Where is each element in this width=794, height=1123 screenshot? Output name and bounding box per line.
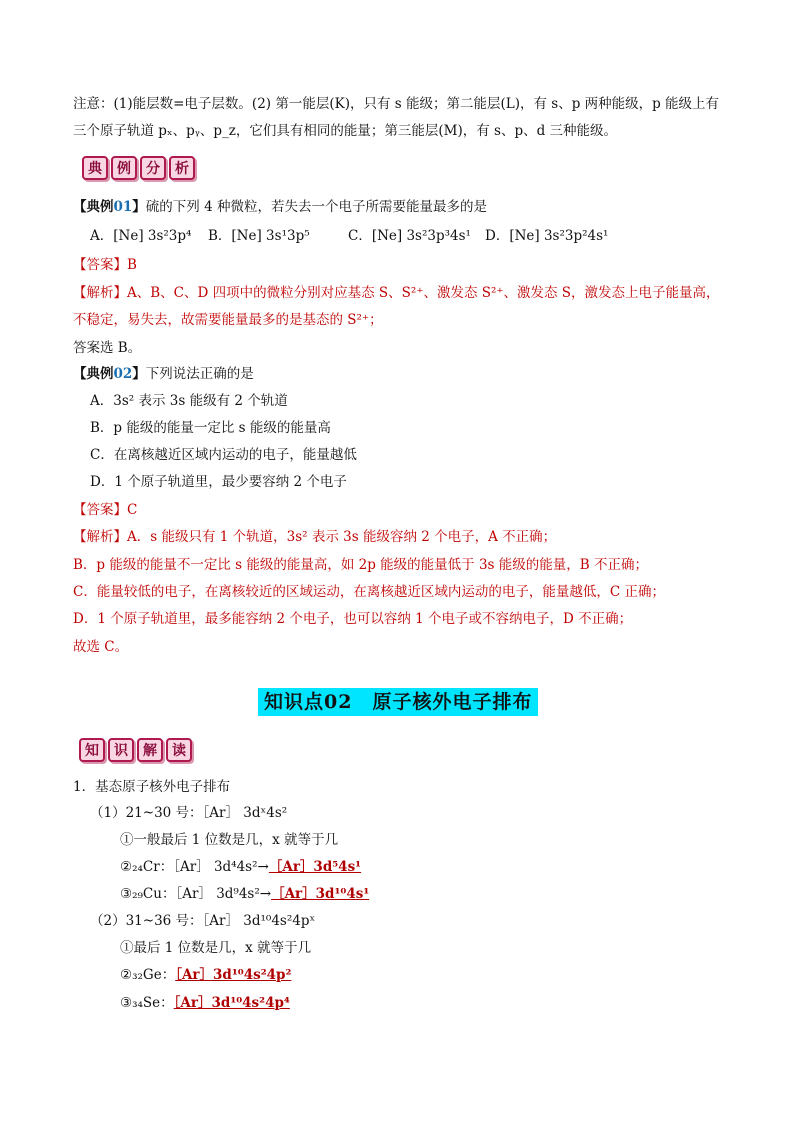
analysis-line-1 xyxy=(73,527,556,547)
example-tag-open: 【典例 xyxy=(73,199,114,215)
example-01-question xyxy=(73,197,487,217)
rule-1c xyxy=(120,884,369,904)
conclusion: 故选 C。 xyxy=(73,639,129,655)
option-b: B．p 能级的能量一定比 s 能级的能量高 xyxy=(90,420,331,436)
rule-prefix: ②₂₄Cr：［Ar］ 3d⁴4s²→ xyxy=(120,859,269,875)
banner-char: 例 xyxy=(111,156,137,180)
answer-tag: 【答案】 xyxy=(73,502,127,518)
analysis-line-2: 不稳定，易失去，故需要能量最多的是基态的 S²⁺； xyxy=(73,312,383,328)
answer-config: ［Ar］3d¹⁰4s¹ xyxy=(271,886,370,902)
option-d: D．[Ne] 3s²3p²4s¹ xyxy=(485,228,609,244)
rule-prefix: ②₃₂Ge： xyxy=(120,967,176,983)
answer-line xyxy=(73,255,137,275)
analysis-text: A、B、C、D 四项中的微粒分别对应基态 S、S²⁺、激发态 S²⁺、激发态 S，激发态上电子能量高， xyxy=(127,285,720,301)
rule-prefix: ③₃₄Se： xyxy=(120,995,174,1011)
banner-char: 典 xyxy=(82,156,108,180)
analysis-tag: 【解析】 xyxy=(73,529,127,545)
banner-char: 知 xyxy=(79,738,105,762)
option-d: D．1 个原子轨道里，最少要容纳 2 个电子 xyxy=(90,474,347,490)
example-tag-close: 】 xyxy=(132,199,146,215)
rule-2a: ①最后 1 位数是几，x 就等于几 xyxy=(120,940,312,956)
rule-2b xyxy=(120,965,291,985)
rule-prefix: ③₂₉Cu：［Ar］ 3d⁹4s²→ xyxy=(120,886,272,902)
answer-config: ［Ar］3d⁵4s¹ xyxy=(268,859,362,875)
answer-tag: 【答案】 xyxy=(73,257,127,273)
banner-char: 识 xyxy=(108,738,134,762)
answer-value: C xyxy=(127,502,138,518)
option-a: A．3s² 表示 3s 能级有 2 个轨道 xyxy=(90,393,288,409)
answer-value: B xyxy=(127,257,137,273)
banner-char: 解 xyxy=(137,738,163,762)
rule-1b xyxy=(120,857,361,877)
example-tag-close: 】 xyxy=(132,366,146,382)
banner-char: 读 xyxy=(166,738,192,762)
section-title: 知识点02 原子核外电子排布 xyxy=(258,688,538,716)
option-b: B．[Ne] 3s¹3p⁵ xyxy=(208,228,310,244)
rule-1a: ①一般最后 1 位数是几，x 就等于几 xyxy=(120,832,339,848)
subsection-2: （2）31~36 号：［Ar］ 3d¹⁰4s²4pˣ xyxy=(90,913,316,929)
answer-config: ［Ar］3d¹⁰4s²4p⁴ xyxy=(173,995,290,1011)
analysis-line-2: B．p 能级的能量不一定比 s 能级的能量高，如 2p 能级的能量低于 3s 能级的能量，B 不正确； xyxy=(73,557,648,573)
analysis-line-3: C．能量较低的电子，在离核较近的区域运动，在离核越近区域内运动的电子，能量越低，C 正确； xyxy=(73,584,665,600)
analysis-line-4: D．1 个原子轨道里，最多能容纳 2 个电子，也可以容纳 1 个电子或不容纳电子，D 不正确； xyxy=(73,611,633,627)
banner-char: 分 xyxy=(140,156,166,180)
example-tag-open: 【典例 xyxy=(73,366,114,382)
answer-line xyxy=(73,500,137,520)
note-line-1: 注意：(1)能层数=电子层数。(2) 第一能层(K)，只有 s 能级；第二能层(L)，有 s、p 两种能级，p 能级上有 xyxy=(73,96,720,112)
analysis-text: A．s 能级只有 1 个轨道，3s² 表示 3s 能级容纳 2 个电子，A 不正确； xyxy=(127,529,557,545)
example-number: 02 xyxy=(113,366,133,382)
conclusion: 答案选 B。 xyxy=(73,340,142,356)
option-c: C．在离核越近区域内运动的电子，能量越低 xyxy=(90,447,357,463)
question-text: 下列说法正确的是 xyxy=(145,366,254,382)
analysis-line-1 xyxy=(73,283,720,303)
banner-char: 析 xyxy=(169,156,195,180)
question-text: 硫的下列 4 种微粒，若失去一个电子所需要能量最多的是 xyxy=(145,199,487,215)
option-c: C．[Ne] 3s²3p³4s¹ xyxy=(348,228,471,244)
knowledge-banner xyxy=(79,738,192,762)
knowledge-heading: 1．基态原子核外电子排布 xyxy=(73,779,231,795)
note-line-2: 三个原子轨道 pₓ、pᵧ、p_z，它们具有相同的能量；第三能层(M)，有 s、p、d 三种能级。 xyxy=(73,123,618,139)
example-02-question xyxy=(73,364,254,384)
analysis-tag: 【解析】 xyxy=(73,285,127,301)
subsection-1: （1）21~30 号：［Ar］ 3dˣ4s² xyxy=(90,805,288,821)
answer-config: ［Ar］3d¹⁰4s²4p² xyxy=(175,967,292,983)
example-number: 01 xyxy=(113,199,133,215)
example-analysis-banner xyxy=(82,156,195,180)
option-a: A．[Ne] 3s²3p⁴ xyxy=(90,228,192,244)
rule-2c xyxy=(120,993,290,1013)
